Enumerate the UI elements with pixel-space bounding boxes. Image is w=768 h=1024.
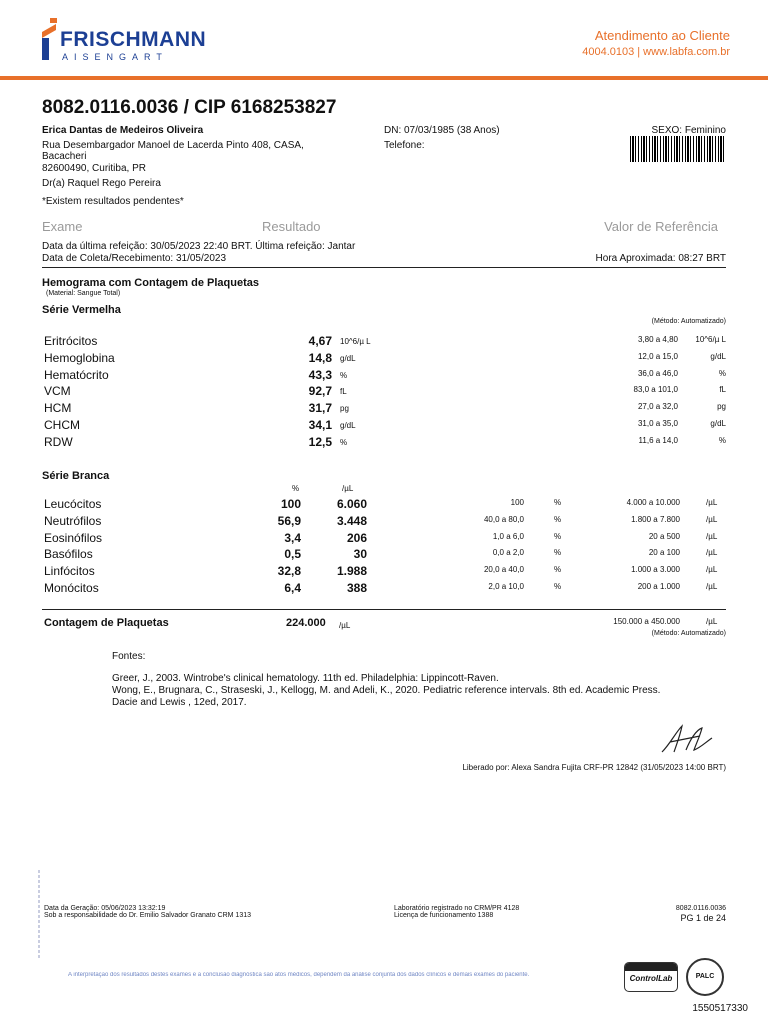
source-line-2: Wong, E., Brugnara, C., Straseski, J., Kellogg, M. and Adeli, K., 2020. Pediatric reference intervals. 8th ed. Academic Press. [112,685,661,696]
white-row-abs: 206 [346,530,367,545]
platelet-method: (Método: Automatizado) [651,630,726,637]
platelet-name: Contagem de Plaquetas [44,617,169,629]
column-exam: Exame [42,219,83,234]
white-row-pct-unit: % [554,531,562,541]
brand-name: FRISCHMANN [60,28,207,51]
column-reference: Valor de Referência [604,219,718,234]
patient-address-1: Rua Desembargador Manoel de Lacerda Pinto 408, CASA, [42,140,304,151]
disclaimer: A interpretação dos resultados destes exames e a conclusão diagnóstica são atos médicos, dependem da análise conjunta dos dados clínicos e demais exames do paciente. [68,972,530,978]
source-line-3: Dacie and Lewis , 12ed, 2017. [112,697,247,708]
red-row-value: 43,3 [308,367,332,382]
order-heading: 8082.0116.0036 / CIP 6168253827 [42,97,337,118]
platelet-value: 224.000 [286,617,326,629]
red-row-ref: 36,0 a 46,0 [637,368,678,378]
red-row-ref-unit: pg [717,402,726,412]
logo [38,18,207,62]
palc-seal-label: PALC [695,973,715,980]
white-row-ref-abs: 200 a 1.000 [637,582,680,591]
white-row-abs-unit: /µL [706,582,718,591]
red-row-unit: g/dL [340,421,356,430]
white-row-pct-unit: % [554,514,562,524]
release-info: Liberado por: Alexa Sandra Fujita CRF-PR 12842 (31/05/2023 14:00 BRT) [462,763,726,772]
red-row-unit: fL [340,387,347,397]
lab-license: Licença de funcionamento 1388 [394,912,494,919]
red-row-name: RDW [44,434,73,449]
white-row-abs: 6.060 [336,497,367,511]
red-row-ref-unit: % [718,435,726,445]
red-row-name: Hemoglobina [44,350,115,365]
logo-mark-icon [38,18,60,60]
white-row-pct: 100 [280,497,301,511]
white-row-name: Monócitos [44,581,99,595]
red-row-value: 12,5 [308,434,332,449]
red-row-ref: 31,0 a 35,0 [637,419,678,428]
white-row-ref-pct: 2,0 a 10,0 [488,582,524,591]
white-row-pct-unit: % [554,565,562,575]
responsible-doctor: Sob a responsabilidade do Dr. Emilio Salvador Granato CRM 1313 [44,912,252,919]
white-row-abs: 3.448 [336,513,367,528]
side-mark [38,870,40,960]
signature-icon [656,722,720,758]
last-meal: Data da última refeição: 30/05/2023 22:40 BRT. Última refeição: Jantar [42,241,356,252]
exam-material: (Material: Sangue Total) [46,290,121,297]
red-row-name: VCM [44,384,71,399]
white-row-ref-pct: 1,0 a 6,0 [492,531,524,541]
white-series-title: Série Branca [42,470,110,482]
white-row-ref-pct: 0,0 a 2,0 [492,548,524,558]
white-row-name: Leucócitos [44,497,102,511]
red-row-ref: 27,0 a 32,0 [637,402,678,412]
red-row-unit: g/dL [340,353,356,363]
white-row-ref-abs: 20 a 100 [648,548,680,558]
palc-seal [686,958,724,996]
sources-title: Fontes: [112,651,146,662]
white-row-name: Linfócitos [44,564,95,579]
red-row-name: Hematócrito [44,367,109,382]
white-row-ref-pct: 40,0 a 80,0 [483,514,524,524]
white-row-pct: 6,4 [284,581,301,595]
white-row-pct-unit: % [554,548,562,558]
header-rule [0,76,768,80]
red-row-unit: % [340,370,348,380]
collection-time: Hora Aproximada: 08:27 BRT [595,253,726,264]
pending-notice: *Existem resultados pendentes* [42,196,184,207]
red-series-title: Série Vermelha [42,304,121,316]
section-rule [42,267,726,268]
red-row-unit: 10^6/µ L [340,337,371,346]
white-row-abs-unit: /µL [706,514,718,524]
red-row-ref: 3,80 a 4,80 [637,335,678,344]
white-row-abs-unit: /µL [706,531,718,541]
brand-subname: AISENGART [62,52,168,62]
platelet-rule [42,609,726,610]
red-row-ref: 12,0 a 15,0 [637,351,678,361]
patient-name: Erica Dantas de Medeiros Oliveira [42,125,204,136]
white-row-ref-abs: 1.800 a 7.800 [631,514,680,524]
white-row-pct: 0,5 [284,547,301,562]
white-row-pct: 32,8 [277,564,301,579]
red-row-unit: % [340,437,348,447]
controllab-badge [624,962,678,992]
red-row-unit: pg [340,404,349,414]
column-result: Resultado [262,219,321,234]
controllab-badge-label: ControlLab [629,974,673,983]
white-row-abs: 1.988 [336,564,367,579]
platelet-ref-unit: /µL [706,617,718,626]
red-row-ref: 83,0 a 101,0 [633,385,678,395]
white-row-ref-pct: 100 [510,498,524,507]
white-row-abs-unit: /µL [706,565,718,575]
page-number: PG 1 de 24 [680,913,726,923]
white-row-name: Neutrófilos [44,513,102,528]
footer-code: 8082.0116.0036 [675,905,726,912]
birth-date: DN: 07/03/1985 (38 Anos) [384,125,500,136]
white-row-abs: 388 [346,581,367,595]
patient-address-2: Bacacheri [42,151,87,162]
white-row-pct-unit: % [554,498,562,507]
white-row-ref-abs: 4.000 a 10.000 [626,498,680,507]
contact-line: 4004.0103 | www.labfa.com.br [582,46,730,58]
red-row-ref-unit: fL [719,385,726,395]
red-row-ref-unit: g/dL [710,351,726,361]
doctor-name: Dr(a) Raquel Rego Pereira [42,178,161,189]
platelet-unit: /µL [339,621,351,630]
red-row-ref: 11,6 a 14,0 [638,435,678,445]
red-row-ref-unit: % [718,368,726,378]
document-number: 1550517330 [692,1003,748,1014]
red-row-name: CHCM [44,418,80,432]
red-row-name: Eritrócitos [44,334,98,348]
phone-label: Telefone: [384,140,425,151]
platelet-ref: 150.000 a 450.000 [613,617,680,626]
collection-date: Data de Coleta/Recebimento: 31/05/2023 [42,253,227,264]
white-row-abs-unit: /µL [706,548,718,558]
white-row-abs-unit: /µL [706,498,718,507]
white-row-pct: 56,9 [277,513,301,528]
white-row-ref-pct: 20,0 a 40,0 [483,565,524,575]
white-row-pct: 3,4 [284,530,301,545]
white-row-pct-unit: % [554,582,562,591]
sex-label: SEXO: Feminino [651,125,726,136]
red-row-value: 31,7 [308,401,332,416]
white-row-abs: 30 [353,547,367,562]
red-method: (Método: Automatizado) [651,318,726,325]
red-row-ref-unit: g/dL [710,419,726,428]
white-col-pct: % [292,484,300,493]
white-row-name: Basófilos [44,547,93,562]
red-row-value: 34,1 [308,418,332,432]
red-row-value: 92,7 [308,384,332,399]
red-row-value: 14,8 [308,350,332,365]
exam-title: Hemograma com Contagem de Plaquetas [42,277,260,289]
red-row-value: 4,67 [308,334,332,348]
white-row-name: Eosinófilos [44,530,103,545]
white-row-ref-abs: 20 a 500 [648,531,680,541]
contact-title: Atendimento ao Cliente [594,28,730,43]
red-row-name: HCM [44,401,72,416]
barcode [630,136,726,162]
patient-address-3: 82600490, Curitiba, PR [42,163,146,174]
white-col-abs: /µL [342,484,354,493]
generation-date: Data da Geração: 05/06/2023 13:32:19 [44,905,166,912]
lab-registration: Laboratório registrado no CRM/PR 4128 [394,905,520,912]
red-row-ref-unit: 10^6/µ L [695,335,726,344]
white-row-ref-abs: 1.000 a 3.000 [631,565,680,575]
source-line-1: Greer, J., 2003. Wintrobe's clinical hematology. 11th ed. Philadelphia: Lippincott-Raven. [112,673,499,684]
